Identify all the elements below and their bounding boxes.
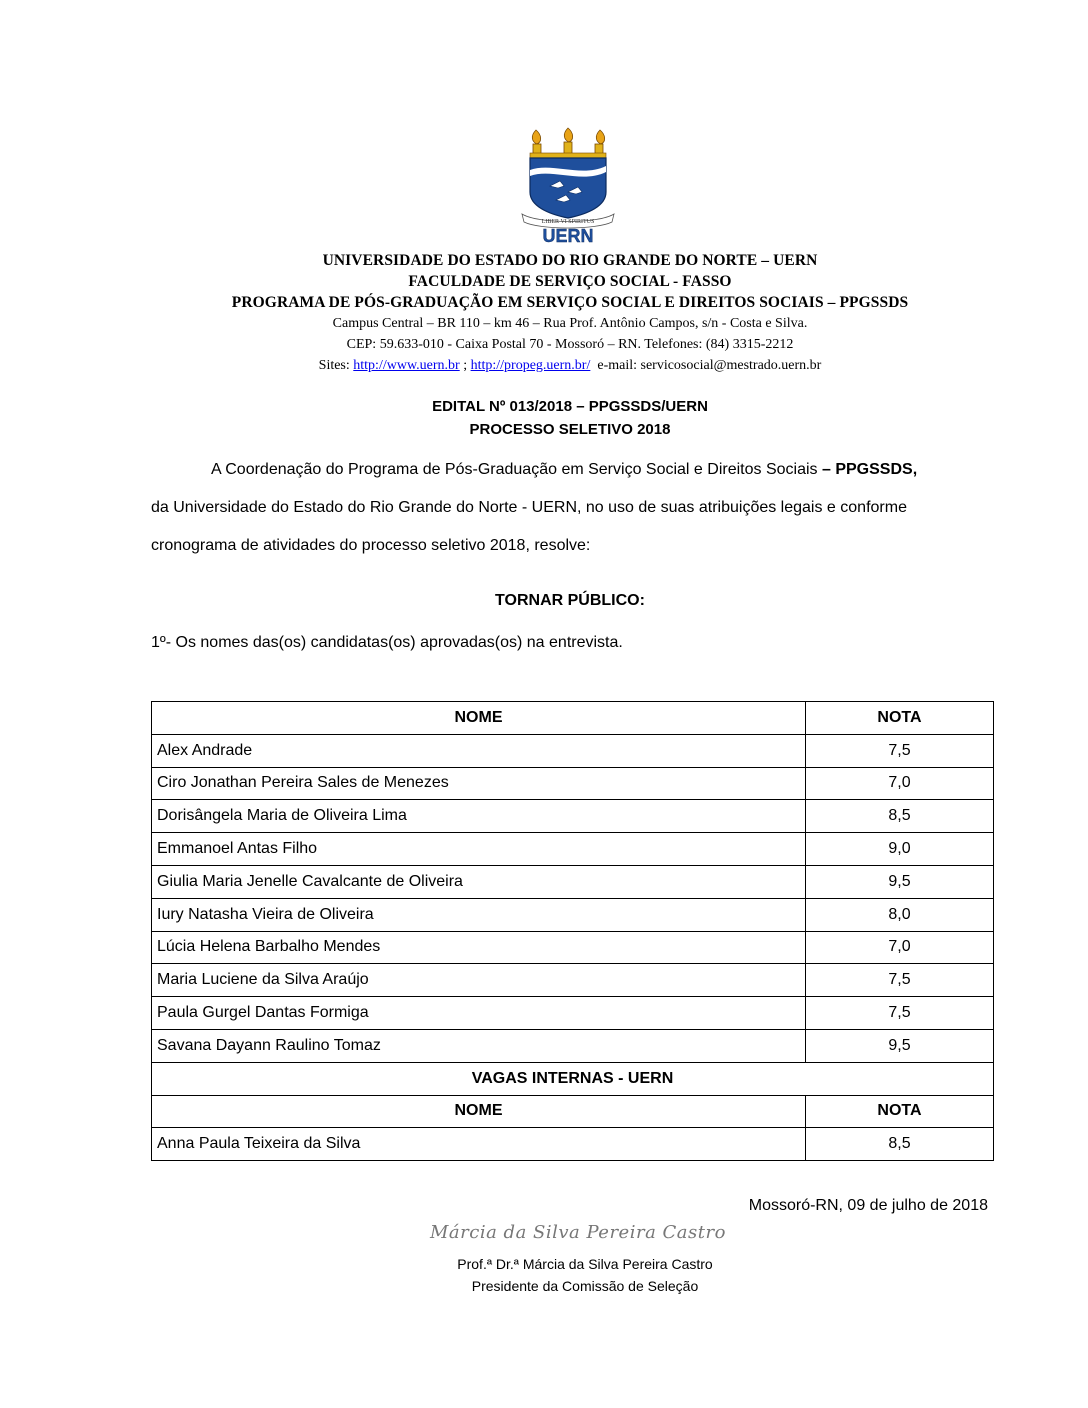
body-line-3: cronograma de atividades do processo seletivo 2018, resolve: bbox=[151, 537, 591, 554]
results-table-body bbox=[152, 702, 994, 1161]
col-nota-header-2: NOTA bbox=[806, 1095, 994, 1128]
process-title: PROCESSO SELETIVO 2018 bbox=[469, 421, 671, 438]
row-nota: 7,5 bbox=[806, 734, 994, 767]
handwritten-signature: Márcia da Silva Pereira Castro bbox=[430, 1222, 726, 1243]
table-row bbox=[152, 767, 994, 800]
table-row bbox=[152, 898, 994, 931]
results-table bbox=[151, 701, 994, 1161]
table-row bbox=[152, 800, 994, 833]
table-row bbox=[152, 931, 994, 964]
signer-role: Presidente da Comissão de Seleção bbox=[471, 1278, 699, 1294]
body-line-1-acronym: – PPGSSDS, bbox=[821, 461, 918, 478]
header-program: PROGRAMA DE PÓS-GRADUAÇÃO EM SERVIÇO SOCIAL E DIREITOS SOCIAIS – PPGSSDS bbox=[231, 294, 909, 311]
table-row bbox=[152, 964, 994, 997]
table-row bbox=[152, 865, 994, 898]
section-title: VAGAS INTERNAS - UERN bbox=[152, 1062, 994, 1095]
sites-separator: ; bbox=[463, 358, 468, 373]
torch-left-icon bbox=[532, 130, 541, 154]
row-nome: Alex Andrade bbox=[152, 734, 806, 767]
body-line-1 bbox=[151, 461, 989, 479]
row-nota: 9,5 bbox=[806, 865, 994, 898]
body-line-2: da Universidade do Estado do Rio Grande do Norte - UERN, no uso de suas atribuições legais e conforme bbox=[151, 499, 907, 516]
header-university: UNIVERSIDADE DO ESTADO DO RIO GRANDE DO NORTE – UERN bbox=[322, 252, 818, 269]
row-nota: 7,5 bbox=[806, 997, 994, 1030]
row-nome: Lúcia Helena Barbalho Mendes bbox=[152, 931, 806, 964]
row-nota: 9,0 bbox=[806, 833, 994, 866]
row-nome: Savana Dayann Raulino Tomaz bbox=[152, 1029, 806, 1062]
propeg-site-link[interactable]: http://propeg.uern.br/ bbox=[470, 358, 591, 373]
tornar-publico-heading: TORNAR PÚBLICO: bbox=[495, 592, 645, 609]
header-sites bbox=[0, 358, 1088, 374]
row-nome: Maria Luciene da Silva Araújo bbox=[152, 964, 806, 997]
table-row bbox=[152, 833, 994, 866]
table-row bbox=[152, 997, 994, 1030]
header-address: Campus Central – BR 110 – km 46 – Rua Prof. Antônio Campos, s/n - Costa e Silva. bbox=[332, 316, 808, 331]
row-nome: Iury Natasha Vieira de Oliveira bbox=[152, 898, 806, 931]
row-nota: 7,0 bbox=[806, 931, 994, 964]
uern-site-link[interactable]: http://www.uern.br bbox=[353, 358, 460, 373]
row-nota: 8,5 bbox=[806, 800, 994, 833]
uern-logo bbox=[518, 126, 618, 244]
logo-wordmark: UERN bbox=[542, 226, 594, 244]
row-nota: 9,5 bbox=[806, 1029, 994, 1062]
row-nota: 7,5 bbox=[806, 964, 994, 997]
table-header-row bbox=[152, 702, 994, 735]
logo-motto: LIBER VI SPIRITUS bbox=[541, 219, 595, 225]
row-nome: Anna Paula Teixeira da Silva bbox=[152, 1128, 806, 1161]
row-nome: Emmanoel Antas Filho bbox=[152, 833, 806, 866]
edital-title: EDITAL Nº 013/2018 – PPGSSDS/UERN bbox=[432, 398, 708, 415]
table-row bbox=[152, 1128, 994, 1161]
row-nota: 8,0 bbox=[806, 898, 994, 931]
header-contact: CEP: 59.633-010 - Caixa Postal 70 - Mossoró – RN. Telefones: (84) 3315-2212 bbox=[346, 337, 794, 352]
place-date: Mossoró-RN, 09 de julho de 2018 bbox=[748, 1197, 988, 1214]
row-nome: Giulia Maria Jenelle Cavalcante de Oliveira bbox=[152, 865, 806, 898]
body-line-1-text: A Coordenação do Programa de Pós-Graduação em Serviço Social e Direitos Sociais bbox=[211, 461, 822, 478]
table-row bbox=[152, 1029, 994, 1062]
torch-right-icon bbox=[595, 130, 605, 154]
row-nome: Dorisângela Maria de Oliveira Lima bbox=[152, 800, 806, 833]
header-faculty: FACULDADE DE SERVIÇO SOCIAL - FASSO bbox=[408, 273, 732, 290]
email-text: e-mail: servicosocial@mestrado.uern.br bbox=[597, 358, 822, 373]
table-row bbox=[152, 734, 994, 767]
table-header-row-2 bbox=[152, 1095, 994, 1128]
col-nome-header: NOME bbox=[152, 702, 806, 735]
row-nota: 7,0 bbox=[806, 767, 994, 800]
section-row-internal bbox=[152, 1062, 994, 1095]
signer-name: Prof.ª Dr.ª Márcia da Silva Pereira Castro bbox=[457, 1256, 713, 1272]
row-nota: 8,5 bbox=[806, 1128, 994, 1161]
row-nome: Paula Gurgel Dantas Formiga bbox=[152, 997, 806, 1030]
item-1-text: 1º- Os nomes das(os) candidatas(os) aprovadas(os) na entrevista. bbox=[151, 634, 623, 651]
col-nome-header-2: NOME bbox=[152, 1095, 806, 1128]
sites-label: Sites: bbox=[318, 358, 350, 373]
col-nota-header: NOTA bbox=[806, 702, 994, 735]
torch-center-icon bbox=[564, 128, 573, 154]
row-nome: Ciro Jonathan Pereira Sales de Menezes bbox=[152, 767, 806, 800]
